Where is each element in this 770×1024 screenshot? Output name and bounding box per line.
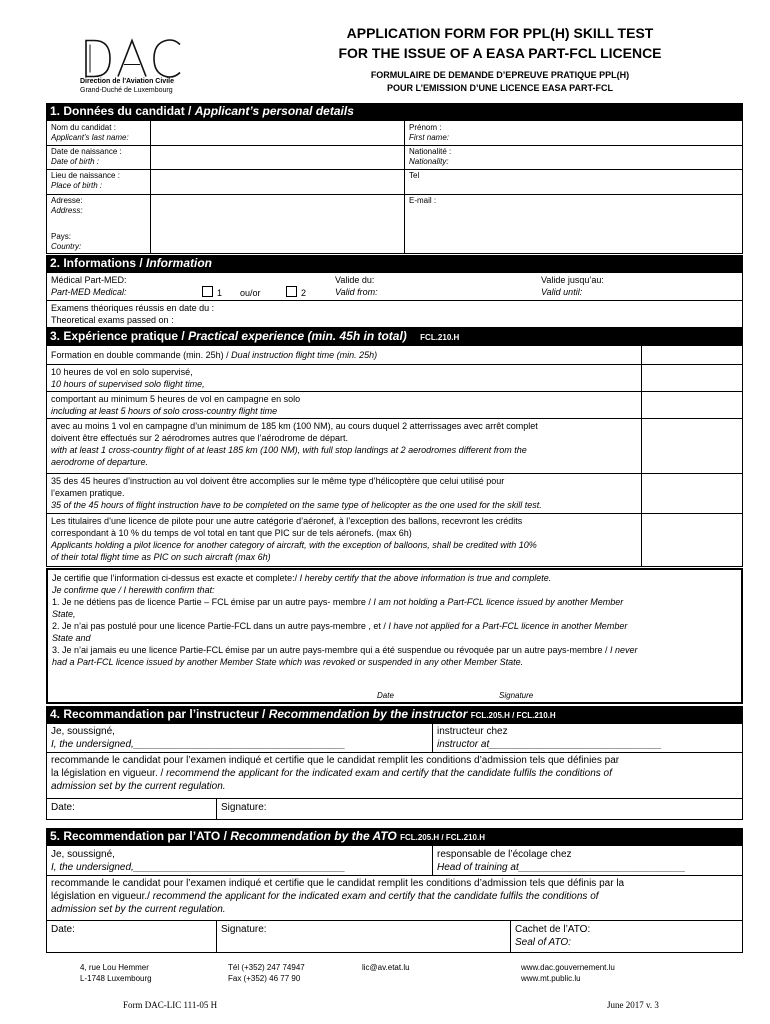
certification-date-label: Date — [377, 691, 394, 700]
section-5-title-en: Recommendation by the ATO — [230, 829, 397, 843]
instructor-signature-label: Signature: — [221, 802, 267, 813]
medical-label: Médical Part-MED: Part-MED Medical: — [51, 275, 127, 297]
medical-class-2-checkbox[interactable] — [286, 286, 297, 297]
form-subtitle-line-2: POUR L’EMISSION D’UNE LICENCE EASA PART-FCL — [386, 83, 613, 93]
medical-class-1-checkbox[interactable] — [202, 286, 213, 297]
solo-cross-country-hours[interactable] — [641, 391, 743, 418]
supervised-solo-hours[interactable] — [641, 364, 743, 391]
instructor-recommendation-text: recommande le candidat pour l’examen indiqué et certifie que le candidat remplit les conditions d’admission tels que définies par la législation en vigueur. / recommend the applicant for the indicated exam and certify that the candidate fulfils the conditions of admission set by the current regulation. — [51, 755, 620, 792]
dob-field[interactable] — [150, 145, 404, 169]
form-subtitle-line-1: FORMULAIRE DE DEMANDE D’EPREUVE PRATIQUE PPL(H) — [370, 70, 630, 80]
logo-subtitle-2: Grand-Duché de Luxembourg — [80, 87, 173, 94]
ato-signature-label: Signature: — [221, 924, 267, 935]
ato-undersigned: Je, soussigné, I, the undersigned,______________________________________ — [51, 849, 346, 873]
pob-field[interactable] — [150, 169, 404, 194]
section-3-ref: FCL.210.H — [420, 333, 460, 342]
same-type-hours[interactable] — [641, 473, 743, 513]
medical-class-2-label: 2 — [301, 288, 307, 298]
form-title-line-2: FOR THE ISSUE OF A EASA PART-FCL LICENCE — [338, 45, 662, 61]
footer-address: 4, rue Lou Hemmer L-1748 Luxembourg — [80, 963, 152, 983]
ato-recommendation-text: recommande le candidat pour l’examen indiqué et certifie que le candidat remplit les conditions d’admission tels que définis par la législation en vigueur./ recommend the applicant for the indicated exam and certify that the candidate fulfils the conditions of admission set by the current regulation. — [51, 878, 625, 915]
section-5-header — [46, 828, 743, 845]
dual-instruction-hours[interactable] — [641, 345, 743, 364]
same-type-label: 35 des 45 heures d’instruction au vol doivent être accomplies sur le même type d’hélicoptère que celui utilisé pour l’examen pratique. 35 of the 45 hours of flight instruction have to be completed on the same type of helicopter as the one used for the skill test. — [51, 476, 542, 510]
certification-text: Je certifie que l’information ci-dessus est exacte et complete:/ I hereby certify that the above information is true and complete. Je confirme que / I herewith confirm that: 1. Je ne détiens pas de licence Partie – FCL émise par un autre pays- membre / I am not holding a Part-FCL licence issued by another Member State, 2. Je n’ai pas postulé pour une licence Partie-FCL dans un autre pays-membre , et / I have not applied for a Part-FCL licence in another Member State and 3. Je n’ai jamais eu une licence Partie-FCL émise par un autre pays-membre qui a été suspendue ou révoquée par un autre pays-membre / I never had a Part-FCL licence issued by another Member State which was revoked or suspended in any other Member State. — [52, 573, 638, 667]
form-number: Form DAC-LIC 111-05 H — [123, 1000, 218, 1010]
footer-email: lic@av.etat.lu — [362, 963, 410, 972]
section-1-header — [46, 103, 743, 120]
section-2-title-fr: 2. Informations / — [50, 256, 147, 270]
last-name-field[interactable] — [150, 120, 404, 145]
solo-cross-country-label: comportant au minimum 5 heures de vol en campagne en solo including at least 5 hours of solo cross-country flight time — [51, 394, 301, 416]
section-1-title-en: Applicant’s personal details — [194, 104, 354, 118]
section-5-ref: FCL.205.H / FCL.210.H — [400, 833, 485, 842]
address-field[interactable] — [150, 194, 404, 254]
dob-label: Date de naissance : Date of birth : — [51, 147, 122, 166]
address-label: Adresse: Address: — [51, 196, 83, 215]
section-3-title-fr: 3. Expérience pratique / — [50, 329, 189, 343]
nationality-label: Nationalité : Nationality: — [409, 147, 452, 166]
section-3-header — [46, 328, 743, 345]
ato-head-of-training: responsable de l’écolage chez Head of training at______________________________ — [437, 849, 686, 873]
last-name-label: Nom du candidat : Applicant’s last name: — [51, 123, 129, 142]
medical-or-label: ou/or — [240, 288, 261, 298]
section-3-title-en: Practical experience (min. 45h in total) — [188, 329, 407, 343]
form-version: June 2017 v. 3 — [607, 1000, 659, 1010]
section-1-title-fr: 1. Données du candidat / — [50, 104, 195, 118]
section-5-title-fr: 5. Recommendation par l’ATO / — [50, 829, 231, 843]
dual-instruction-label: Formation en double commande (min. 25h) / Dual instruction flight time (min. 25h) — [51, 350, 378, 360]
section-4-title-fr: 4. Recommandation par l’instructeur / — [50, 707, 269, 721]
instructor-undersigned: Je, soussigné, I, the undersigned,______________________________________ — [51, 726, 346, 750]
credit-hours[interactable] — [641, 513, 743, 567]
country-label: Pays: Country: — [51, 232, 82, 251]
long-cross-country-label: avec au moins 1 vol en campagne d’un minimum de 185 km (100 NM), au cours duquel 2 atterrissages avec arrêt complet doivent être effectués sur 2 aérodromes autres que l’aérodrome de départ. with at least 1 cross-country flight of at least 185 km (100 NM), with full stop landings at 2 aerodromes different from the aerodrome of departure. — [51, 421, 538, 467]
long-cross-country-hours[interactable] — [641, 418, 743, 473]
theory-exams-label: Examens théoriques réussis en date du : Theoretical exams passed on : — [51, 303, 215, 325]
footer-websites: www.dac.gouvernement.lu www.mt.public.lu — [521, 963, 615, 983]
valid-from-label: Valide du: Valid from: — [335, 275, 378, 297]
section-2-header — [46, 255, 743, 272]
ato-seal-label: Cachet de l’ATO: Seal of ATO: — [515, 924, 591, 948]
instructor-date-label: Date: — [51, 802, 75, 813]
pob-label: Lieu de naissance : Place of birth : — [51, 171, 120, 190]
medical-class-1-label: 1 — [217, 288, 223, 298]
logo-subtitle-1: Direction de l'Aviation Civile — [80, 78, 174, 85]
section-4-title-en: Recommendation by the instructor — [268, 707, 468, 721]
instructor-at: instructeur chez instructor at_______________________________ — [437, 726, 662, 750]
section-4-header — [46, 706, 743, 723]
credit-label: Les titulaires d’une licence de pilote pour une autre catégorie d’aéronef, à l’exception des ballons, recevront les crédits correspondant à 10 % du temps de vol total en tant que PIC sur de tels aéronefs. (max 6h) Applicants holding a pilot licence for another category of aircraft, with the exception of balloons, shall be credited with 10% of their total flight time as PIC on such aircraft (max 6h) — [51, 516, 537, 562]
form-title-line-1: APPLICATION FORM FOR PPL(H) SKILL TEST — [346, 25, 654, 41]
certification-signature-label: Signature — [499, 691, 534, 700]
email-label: E-mail : — [409, 196, 437, 205]
footer-phone: Tél (+352) 247 74947 Fax (+352) 46 77 90 — [228, 963, 305, 983]
section-2-title-en: Information — [146, 256, 213, 270]
valid-until-label: Valide jusqu’au: Valid until: — [541, 275, 604, 297]
supervised-solo-label: 10 heures de vol en solo supervisé, 10 hours of supervised solo flight time, — [51, 367, 205, 389]
section-4-ref: FCL.205.H / FCL.210.H — [470, 711, 556, 720]
first-name-label: Prénom : First name: — [409, 123, 450, 142]
tel-label: Tel — [409, 171, 420, 180]
ato-date-label: Date: — [51, 924, 75, 935]
